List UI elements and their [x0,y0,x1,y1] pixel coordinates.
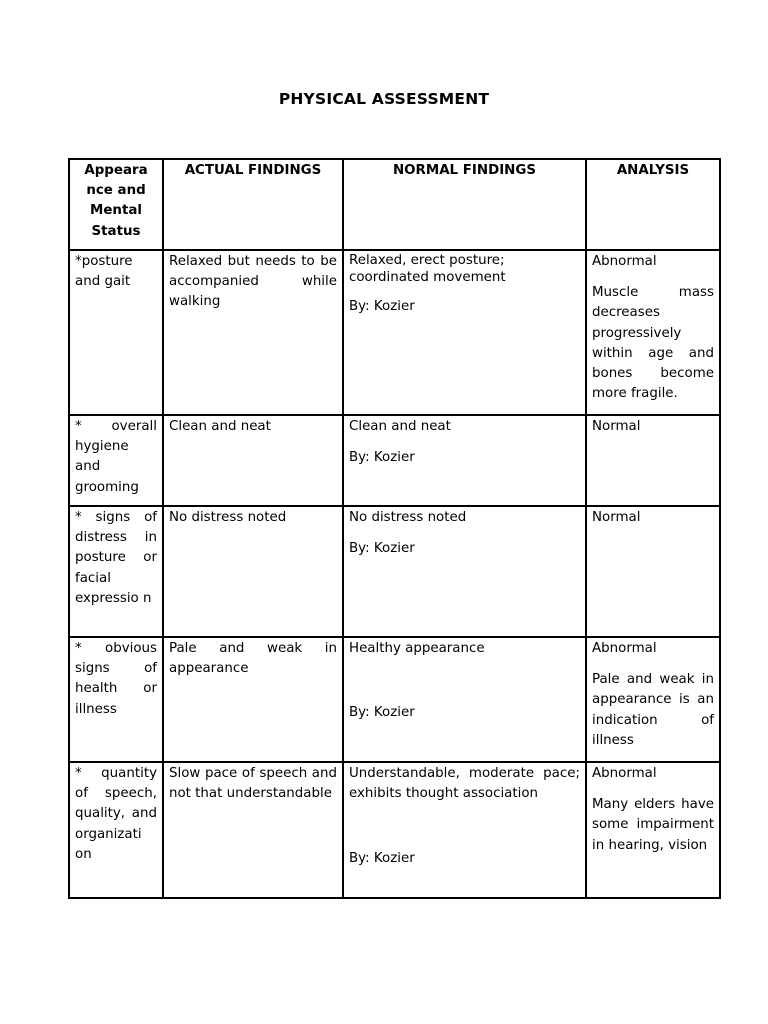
normal-cell [343,762,586,898]
item-cell: *posture and gait [69,250,163,415]
analysis-cell [586,762,720,898]
normal-cell [343,415,586,506]
normal-source: By: Kozier [349,299,415,314]
actual-cell: Slow pace of speech and not that understandable [163,762,343,898]
analysis-result: Normal [592,510,641,525]
normal-source: By: Kozier [349,705,415,721]
analysis-note: Pale and weak in appearance is an indication of illness [592,672,714,748]
normal-cell [343,637,586,762]
normal-finding: Understandable, moderate pace; exhibits thought association [349,766,580,802]
header-actual-findings: ACTUAL FINDINGS [163,159,343,250]
analysis-note: Muscle mass decreases progressively within age and bones become more fragile. [592,285,714,402]
actual-cell: No distress noted [163,506,343,637]
analysis-result: Abnormal [592,641,657,656]
analysis-result: Abnormal [592,254,657,269]
analysis-cell [586,250,720,415]
normal-finding: No distress noted [349,510,467,525]
item-cell: * signs of distress in posture or facial expressio n [69,506,163,637]
normal-cell [343,506,586,637]
normal-finding: Relaxed, erect posture; coordinated movement [349,253,506,285]
table-row [69,415,720,506]
normal-source: By: Kozier [349,450,415,466]
page-title: PHYSICAL ASSESSMENT [278,90,490,108]
normal-finding: Clean and neat [349,419,451,434]
normal-finding: Healthy appearance [349,641,485,656]
table-header-row [69,159,720,250]
item-cell: * quantity of speech, quality, and organizati on [69,762,163,898]
item-cell: * overall hygiene and grooming [69,415,163,506]
assessment-table [68,158,721,899]
table-row [69,762,720,898]
analysis-note: Many elders have some impairment in hearing, vision [592,797,714,853]
analysis-cell [586,637,720,762]
table-row [69,506,720,637]
analysis-cell [586,415,720,506]
analysis-result: Abnormal [592,766,657,781]
header-category: Appeara nce and Mental Status [69,159,163,250]
header-normal-findings: NORMAL FINDINGS [343,159,586,250]
normal-source: By: Kozier [349,851,415,867]
table-row [69,637,720,762]
header-analysis: ANALYSIS [586,159,720,250]
actual-cell: Pale and weak in appearance [163,637,343,762]
actual-cell: Relaxed but needs to be accompanied while walking [163,250,343,415]
analysis-result: Normal [592,419,641,434]
item-cell: * obvious signs of health or illness [69,637,163,762]
analysis-cell [586,506,720,637]
normal-source: By: Kozier [349,541,415,557]
normal-cell [343,250,586,415]
actual-cell: Clean and neat [163,415,343,506]
table-row [69,250,720,415]
